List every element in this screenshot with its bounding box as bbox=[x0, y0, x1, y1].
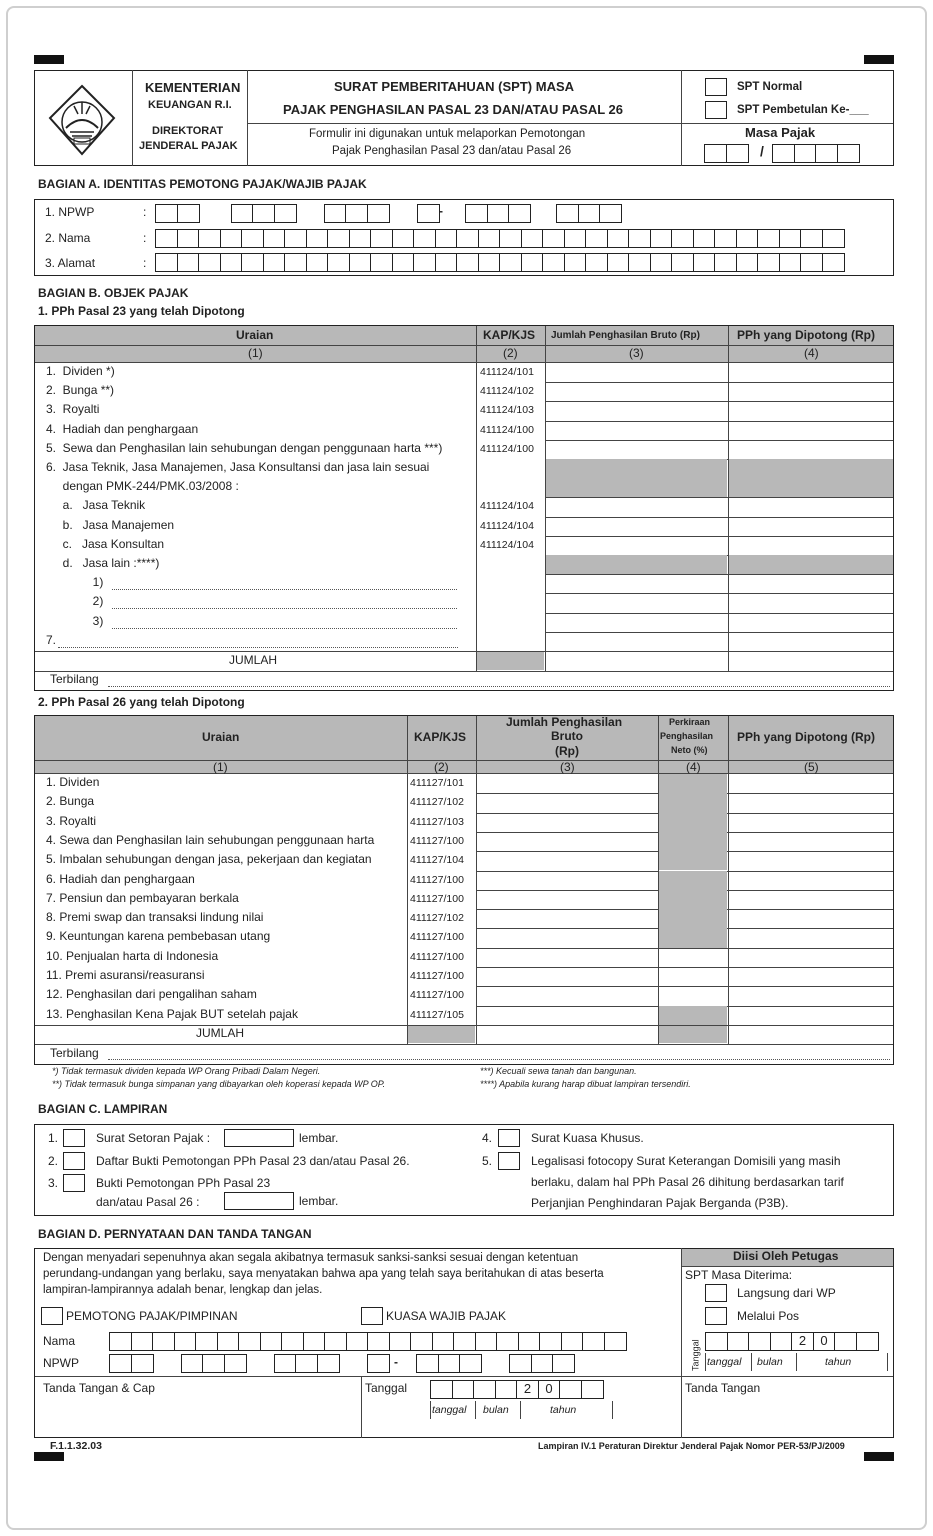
form-subtitle: PAJAK PENGHASILAN PASAL 23 DAN/ATAU PASAL 26 bbox=[283, 102, 623, 117]
pph26-total-kap-shade bbox=[408, 1026, 475, 1043]
shaded-cell bbox=[659, 774, 727, 793]
neto-input[interactable] bbox=[659, 986, 727, 1005]
bruto-input[interactable] bbox=[477, 986, 657, 1005]
pph26-row-label: 8. Premi swap dan transaksi lindung nilai bbox=[46, 910, 264, 925]
colon: : bbox=[143, 231, 147, 245]
colon: : bbox=[143, 256, 147, 270]
tanggal-label: Tanggal bbox=[365, 1381, 408, 1395]
melalui-pos-checkbox[interactable] bbox=[705, 1307, 727, 1325]
pph23-col-uraian: Uraian bbox=[236, 328, 274, 342]
pph-input[interactable] bbox=[729, 517, 893, 536]
pph26-row-kap: 411127/101 bbox=[410, 777, 464, 789]
pph26-colnum: (1) bbox=[213, 760, 228, 774]
shaded-cell bbox=[659, 832, 727, 851]
pph-input[interactable] bbox=[729, 967, 893, 986]
pph-input[interactable] bbox=[729, 632, 893, 651]
pph26-col-kap: KAP/KJS bbox=[414, 730, 467, 744]
pph-input[interactable] bbox=[729, 928, 893, 947]
pph26-colnum: (4) bbox=[686, 760, 701, 774]
pph-input[interactable] bbox=[729, 909, 893, 928]
lampiran-bukti-lembar-input[interactable] bbox=[224, 1192, 294, 1210]
year-digit: 0 bbox=[538, 1380, 561, 1399]
bruto-input[interactable] bbox=[477, 967, 657, 986]
pph-input[interactable] bbox=[729, 363, 893, 382]
ministry-logo-icon bbox=[44, 82, 120, 158]
lampiran-4-num: 4. bbox=[482, 1131, 493, 1145]
pemotong-label: PEMOTONG PAJAK/PIMPINAN bbox=[66, 1309, 238, 1323]
bruto-input[interactable] bbox=[477, 909, 657, 928]
pph26-total-label: JUMLAH bbox=[196, 1026, 245, 1040]
bruto-input[interactable] bbox=[477, 890, 657, 909]
bruto-input[interactable] bbox=[546, 382, 727, 401]
spt-diterima-label: SPT Masa Diterima: bbox=[685, 1268, 793, 1282]
pph26-terbilang: Terbilang bbox=[50, 1046, 99, 1060]
pph23-row-kap: 411124/100 bbox=[480, 423, 534, 436]
pph26-row-label: 4. Sewa dan Penghasilan lain sehubungan penggunaan harta bbox=[46, 832, 375, 847]
npwp-label: 1. NPWP bbox=[45, 205, 95, 219]
year-digit: 0 bbox=[813, 1332, 836, 1351]
alamat-label: 3. Alamat bbox=[45, 256, 96, 270]
lampiran-bukti-label-1: Bukti Pemotongan PPh Pasal 23 bbox=[96, 1176, 271, 1190]
year-digit: 2 bbox=[516, 1380, 539, 1399]
bruto-input[interactable] bbox=[477, 928, 657, 947]
pph26-col-uraian: Uraian bbox=[202, 730, 240, 744]
footnote-2: **) Tidak termasuk bunga simpanan yang dibayarkan oleh koperasi kepada WP OP. bbox=[52, 1079, 386, 1089]
pph-input[interactable] bbox=[729, 382, 893, 401]
spt-pembetulan-checkbox[interactable] bbox=[705, 101, 727, 119]
pph26-row-kap: 411127/100 bbox=[410, 970, 464, 982]
melalui-pos-label: Melalui Pos bbox=[737, 1309, 800, 1323]
pph26-col-neto-2: Penghasilan bbox=[660, 731, 714, 741]
pph-input[interactable] bbox=[729, 890, 893, 909]
lembar-label: lembar. bbox=[299, 1131, 339, 1145]
lampiran-2-num: 2. bbox=[48, 1154, 59, 1168]
petugas-tahun-sublabel: tahun bbox=[825, 1356, 852, 1368]
bruto-input[interactable] bbox=[546, 574, 727, 593]
shaded-cell bbox=[659, 793, 727, 812]
bruto-input[interactable] bbox=[546, 421, 727, 440]
registration-marker bbox=[34, 55, 64, 64]
registration-marker bbox=[864, 1452, 894, 1461]
lampiran-ssp-checkbox[interactable] bbox=[63, 1129, 85, 1147]
statement-line2: perundang-undangan yang berlaku, saya menyatakan bahwa apa yang telah saya beritahukan di atas beserta bbox=[43, 1268, 604, 1280]
registration-marker bbox=[34, 1452, 64, 1461]
pph-input[interactable] bbox=[729, 536, 893, 555]
pph26-col-pph: PPh yang Dipotong (Rp) bbox=[737, 730, 875, 744]
pph23-row-kap: 411124/104 bbox=[480, 538, 534, 551]
pph23-row-label: 3. Royalti bbox=[46, 402, 100, 417]
shaded-cell bbox=[546, 478, 727, 497]
masa-separator: / bbox=[760, 143, 764, 159]
section-b-title: BAGIAN B. OBJEK PAJAK bbox=[38, 286, 189, 300]
pph26-row-kap: 411127/100 bbox=[410, 873, 464, 886]
lampiran-kuasa-checkbox[interactable] bbox=[498, 1129, 520, 1147]
bruto-input[interactable] bbox=[477, 813, 657, 832]
pph26-row-label: 9. Keuntungan karena pembebasan utang bbox=[46, 929, 271, 944]
pph26-col-bruto-3: (Rp) bbox=[555, 744, 579, 758]
pemotong-checkbox[interactable] bbox=[41, 1307, 63, 1325]
pph-input[interactable] bbox=[729, 1006, 893, 1025]
footnote-1: *) Tidak termasuk dividen kepada WP Orang Pribadi Dalam Negeri. bbox=[52, 1066, 321, 1076]
footnote-3: ***) Kecuali sewa tanah dan bangunan. bbox=[480, 1066, 637, 1076]
signer-npwp-boxes[interactable] bbox=[109, 1354, 574, 1373]
pph26-row-kap: 411127/103 bbox=[410, 815, 464, 828]
pph26-row-label: 3. Royalti bbox=[46, 813, 97, 828]
bruto-input[interactable] bbox=[546, 632, 727, 651]
pph-input[interactable] bbox=[729, 986, 893, 1005]
pph23-row-label: a. Jasa Teknik bbox=[46, 498, 146, 513]
pph26-row-label: 11. Premi asuransi/reasuransi bbox=[46, 968, 205, 982]
neto-input[interactable] bbox=[659, 967, 727, 986]
bruto-input[interactable] bbox=[477, 851, 657, 870]
lampiran-bukti-label-2: dan/atau Pasal 26 : bbox=[96, 1195, 200, 1209]
tanggal-sublabel: tanggal bbox=[432, 1404, 467, 1416]
pph23-row-kap: 411124/103 bbox=[480, 404, 534, 417]
pph23-terbilang: Terbilang bbox=[50, 672, 99, 686]
bruto-input[interactable] bbox=[546, 401, 727, 420]
pph23-row-label: 1. Dividen *) bbox=[46, 364, 115, 378]
bruto-input[interactable] bbox=[546, 613, 727, 632]
signer-npwp-label: NPWP bbox=[43, 1356, 79, 1370]
form-purpose-line1: Formulir ini digunakan untuk melaporkan Pemotongan bbox=[309, 128, 586, 140]
pph23-row-kap: 411124/101 bbox=[480, 366, 534, 378]
masa-pajak-label: Masa Pajak bbox=[745, 125, 816, 140]
directorate-line1: DIREKTORAT bbox=[152, 125, 224, 137]
pph23-subtitle: 1. PPh Pasal 23 yang telah Dipotong bbox=[38, 304, 245, 318]
pph26-row-label: 12. Penghasilan dari pengalihan saham bbox=[46, 987, 257, 1002]
petugas-tanda-tangan-label: Tanda Tangan bbox=[685, 1381, 761, 1395]
lampiran-skd-checkbox[interactable] bbox=[498, 1152, 520, 1170]
shaded-cell bbox=[659, 928, 727, 947]
pph26-row-label: 13. Penghasilan Kena Pajak BUT setelah pajak bbox=[46, 1006, 298, 1021]
spt-pembetulan-label: SPT Pembetulan Ke-___ bbox=[737, 104, 869, 116]
pph-input[interactable] bbox=[729, 440, 893, 459]
bruto-input[interactable] bbox=[477, 832, 657, 851]
footnote-4: ****) Apabila kurang harap dibuat lampiran tersendiri. bbox=[480, 1079, 691, 1089]
pph26-subtitle: 2. PPh Pasal 26 yang telah Dipotong bbox=[38, 695, 245, 709]
pph26-row-label: 1. Dividen bbox=[46, 775, 100, 789]
masa-bulan-boxes[interactable] bbox=[704, 144, 747, 163]
pph23-colnum: (3) bbox=[629, 346, 644, 360]
pph23-row-kap: 411124/104 bbox=[480, 500, 534, 513]
masa-tahun-boxes[interactable] bbox=[772, 144, 858, 163]
lampiran-skd-label-3: Perjanjian Penghindaran Pajak Berganda (P3B). bbox=[531, 1196, 789, 1210]
pph23-colnum: (1) bbox=[248, 346, 263, 360]
bruto-input[interactable] bbox=[477, 871, 657, 890]
pph23-row-label: c. Jasa Konsultan bbox=[46, 536, 165, 551]
shaded-cell bbox=[659, 871, 727, 890]
lampiran-daftar-checkbox[interactable] bbox=[63, 1152, 85, 1170]
regulation-reference: Lampiran IV.1 Peraturan Direktur Jenderal Pajak Nomor PER-53/PJ/2009 bbox=[538, 1441, 845, 1451]
pph26-row-label: 5. Imbalan sehubungan dengan jasa, pekerjaan dan kegiatan bbox=[46, 852, 372, 867]
kuasa-label: KUASA WAJIB PAJAK bbox=[386, 1309, 507, 1323]
pph23-row-kap: 411124/104 bbox=[480, 519, 534, 532]
pph26-total-neto-shade bbox=[659, 1026, 727, 1043]
pph26-row-label: 7. Pensiun dan pembayaran berkala bbox=[46, 890, 239, 905]
pph26-row-label: 6. Hadiah dan penghargaan bbox=[46, 871, 195, 886]
pph23-row-label: d. Jasa lain :****) bbox=[46, 556, 160, 570]
shaded-cell bbox=[659, 851, 727, 870]
pph-input[interactable] bbox=[729, 851, 893, 870]
shaded-cell bbox=[546, 555, 727, 574]
pph26-row-kap: 411127/102 bbox=[410, 912, 464, 925]
bruto-input[interactable] bbox=[546, 517, 727, 536]
pph-input[interactable] bbox=[729, 401, 893, 420]
pph23-colnum: (4) bbox=[804, 346, 819, 360]
lembar-label: lembar. bbox=[299, 1194, 339, 1208]
pph23-col-kap: KAP/KJS bbox=[483, 328, 536, 342]
bruto-input[interactable] bbox=[546, 440, 727, 459]
pph23-total-kap-shade bbox=[477, 652, 544, 670]
pph26-row-kap: 411127/100 bbox=[410, 950, 464, 963]
pph-input[interactable] bbox=[729, 832, 893, 851]
lampiran-daftar-label: Daftar Bukti Pemotongan PPh Pasal 23 dan/atau Pasal 26. bbox=[96, 1154, 410, 1168]
bruto-input[interactable] bbox=[546, 363, 727, 382]
tahun-sublabel: tahun bbox=[550, 1404, 577, 1416]
signer-npwp-dash: - bbox=[394, 1355, 398, 1369]
langsung-label: Langsung dari WP bbox=[737, 1286, 836, 1300]
pph23-row-label: b. Jasa Manajemen bbox=[46, 517, 175, 532]
pph23-row-kap: 411124/102 bbox=[480, 385, 534, 398]
signer-nama-boxes[interactable] bbox=[109, 1332, 625, 1351]
lampiran-kuasa-label: Surat Kuasa Khusus. bbox=[531, 1131, 644, 1145]
lampiran-3-num: 3. bbox=[48, 1176, 59, 1190]
pph26-col-neto-1: Perkiraan bbox=[669, 717, 711, 727]
pph26-row-kap: 411127/100 bbox=[410, 892, 464, 905]
lampiran-5-num: 5. bbox=[482, 1154, 493, 1168]
lampiran-1-num: 1. bbox=[48, 1131, 59, 1145]
shaded-cell bbox=[659, 1006, 727, 1025]
directorate-line2: JENDERAL PAJAK bbox=[139, 140, 238, 152]
pph23-row-label: 2) bbox=[46, 594, 104, 609]
registration-marker bbox=[864, 55, 894, 64]
form-title: SURAT PEMBERITAHUAN (SPT) MASA bbox=[334, 79, 575, 94]
nama-input-boxes[interactable] bbox=[155, 229, 843, 248]
pph-input[interactable] bbox=[729, 497, 893, 516]
pph26-colnum: (2) bbox=[434, 760, 449, 774]
lampiran-skd-label-2: berlaku, dalam hal PPh Pasal 26 dihitung berdasarkan tarif bbox=[531, 1175, 844, 1189]
bruto-input[interactable] bbox=[477, 774, 657, 793]
bruto-input[interactable] bbox=[546, 593, 727, 612]
shaded-cell bbox=[729, 459, 893, 478]
pph23-col-pph: PPh yang Dipotong (Rp) bbox=[737, 328, 875, 342]
pph-input[interactable] bbox=[729, 421, 893, 440]
pph26-row-kap: 411127/105 bbox=[410, 1008, 464, 1021]
alamat-input-boxes[interactable] bbox=[155, 253, 843, 272]
shaded-cell bbox=[659, 909, 727, 928]
pph-input[interactable] bbox=[729, 613, 893, 632]
bruto-input[interactable] bbox=[477, 948, 657, 967]
year-digit: 2 bbox=[791, 1332, 814, 1351]
shaded-cell bbox=[729, 555, 893, 574]
pph26-colnum: (5) bbox=[804, 760, 819, 774]
tanggal-input-boxes[interactable] bbox=[430, 1380, 602, 1399]
lampiran-ssp-lembar-input[interactable] bbox=[224, 1129, 294, 1147]
pph23-total-label: JUMLAH bbox=[229, 653, 278, 667]
ttd-cap-label: Tanda Tangan & Cap bbox=[43, 1381, 155, 1395]
spt-normal-checkbox[interactable] bbox=[705, 78, 727, 96]
form-purpose-line2: Pajak Penghasilan Pasal 23 dan/atau Pasal 26 bbox=[332, 145, 572, 157]
pph23-row-label: 2. Bunga **) bbox=[46, 383, 115, 398]
pph-input[interactable] bbox=[729, 793, 893, 812]
statement-line3: lampiran-lampirannya adalah benar, lengkap dan jelas. bbox=[43, 1284, 323, 1296]
npwp-input-boxes[interactable] bbox=[155, 204, 621, 223]
spt-normal-label: SPT Normal bbox=[737, 81, 803, 93]
section-a-title: BAGIAN A. IDENTITAS PEMOTONG PAJAK/WAJIB PAJAK bbox=[38, 177, 367, 191]
pph26-row-kap: 411127/100 bbox=[410, 989, 464, 1002]
shaded-cell bbox=[659, 813, 727, 832]
pph-input[interactable] bbox=[729, 871, 893, 890]
bruto-input[interactable] bbox=[477, 793, 657, 812]
bruto-input[interactable] bbox=[477, 1006, 657, 1025]
pph-input[interactable] bbox=[729, 593, 893, 612]
bulan-sublabel: bulan bbox=[483, 1404, 509, 1416]
pph-input[interactable] bbox=[729, 574, 893, 593]
pph26-row-kap: 411127/102 bbox=[410, 796, 464, 809]
pph23-row-label: 5. Sewa dan Penghasilan lain sehubungan dengan penggunaan harta ***) bbox=[46, 440, 443, 455]
pph-input[interactable] bbox=[729, 948, 893, 967]
shaded-cell bbox=[659, 890, 727, 909]
petugas-bulan-sublabel: bulan bbox=[757, 1356, 783, 1368]
lampiran-bukti-checkbox[interactable] bbox=[63, 1174, 85, 1192]
shaded-cell bbox=[729, 478, 893, 497]
bruto-input[interactable] bbox=[546, 497, 727, 516]
pph26-row-label: 2. Bunga bbox=[46, 794, 95, 809]
pph26-col-bruto-2: Bruto bbox=[551, 729, 583, 743]
shaded-cell bbox=[546, 459, 727, 478]
pph23-row-label: 1) bbox=[46, 575, 104, 590]
pph-input[interactable] bbox=[729, 774, 893, 793]
pph26-col-bruto-1: Jumlah Penghasilan bbox=[506, 715, 623, 729]
signer-nama-label: Nama bbox=[43, 1334, 76, 1348]
npwp-dash: - bbox=[439, 204, 443, 218]
bruto-input[interactable] bbox=[546, 536, 727, 555]
neto-input[interactable] bbox=[659, 948, 727, 967]
pph26-row-kap: 411127/100 bbox=[410, 834, 464, 847]
lampiran-ssp-label: Surat Setoran Pajak : bbox=[96, 1131, 211, 1145]
pph26-row-kap: 411127/104 bbox=[410, 854, 464, 867]
langsung-checkbox[interactable] bbox=[705, 1284, 727, 1302]
section-d-title: BAGIAN D. PERNYATAAN DAN TANDA TANGAN bbox=[38, 1227, 312, 1241]
pph-input[interactable] bbox=[729, 813, 893, 832]
pph26-colnum: (3) bbox=[560, 760, 575, 774]
ministry-line2: KEUANGAN R.I. bbox=[148, 99, 232, 111]
pph23-colnum: (2) bbox=[503, 346, 518, 360]
statement-line1: Dengan menyadari sepenuhnya akan segala akibatnya termasuk sanksi-sanksi sesuai dengan ketentuan bbox=[43, 1252, 579, 1264]
petugas-title: Diisi Oleh Petugas bbox=[733, 1249, 839, 1263]
pph26-row-kap: 411127/100 bbox=[410, 931, 464, 944]
pph23-row-label: dengan PMK-244/PMK.03/2008 : bbox=[46, 479, 239, 494]
lampiran-skd-label-1: Legalisasi fotocopy Surat Keterangan Domisili yang masih bbox=[531, 1154, 841, 1168]
pph23-row-label: 6. Jasa Teknik, Jasa Manajemen, Jasa Konsultansi dan jasa lain sesuai bbox=[46, 460, 430, 474]
pph23-row-label: 3) bbox=[46, 613, 104, 628]
petugas-tanggal-sublabel: tanggal bbox=[707, 1356, 742, 1368]
colon: : bbox=[143, 205, 147, 219]
section-c-title: BAGIAN C. LAMPIRAN bbox=[38, 1102, 168, 1116]
pph23-row-label: 4. Hadiah dan penghargaan bbox=[46, 421, 199, 436]
petugas-tanggal-boxes[interactable] bbox=[705, 1332, 877, 1351]
nama-label: 2. Nama bbox=[45, 231, 91, 245]
form-code: F.1.1.32.03 bbox=[50, 1440, 102, 1452]
ministry-line1: KEMENTERIAN bbox=[145, 80, 241, 95]
petugas-tanggal-vertical: Tanggal bbox=[690, 1339, 701, 1371]
kuasa-checkbox[interactable] bbox=[361, 1307, 383, 1325]
pph26-col-neto-3: Neto (%) bbox=[671, 745, 708, 755]
pph26-row-label: 10. Penjualan harta di Indonesia bbox=[46, 948, 219, 963]
pph23-row-kap: 411124/100 bbox=[480, 442, 534, 455]
pph23-row-label: 7. bbox=[46, 632, 57, 647]
pph23-col-bruto: Jumlah Penghasilan Bruto (Rp) bbox=[551, 330, 700, 341]
